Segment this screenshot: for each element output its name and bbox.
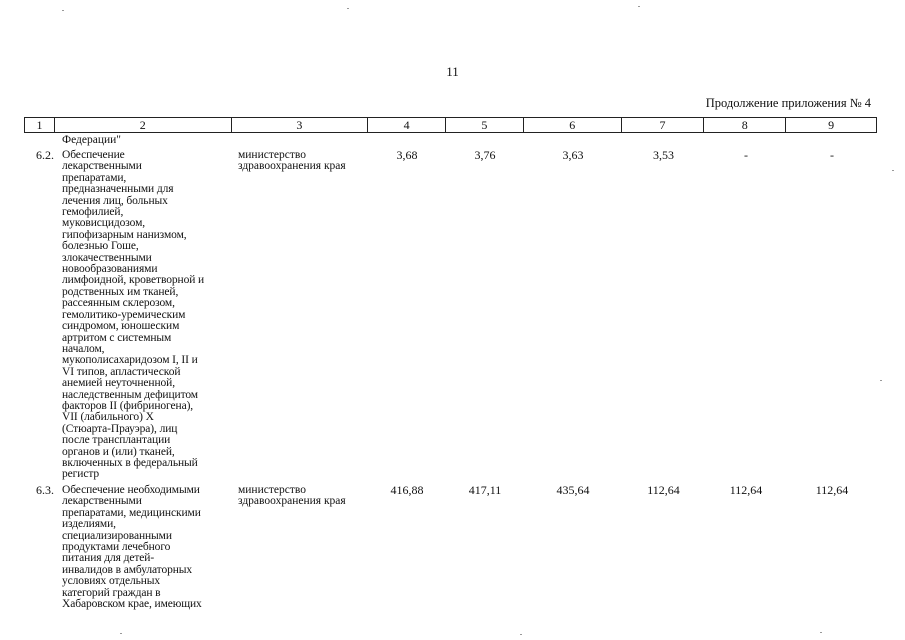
text-line: министерство — [238, 484, 306, 496]
text-line: (Стюарта-Прауэра), лиц — [62, 422, 178, 435]
text-line: Обеспечение — [62, 149, 125, 161]
text-line: здравоохранения края — [238, 495, 346, 508]
text-line: препаратами, медицинскими — [62, 506, 201, 519]
text-line: регистр — [62, 468, 100, 481]
column-header-1: 1 — [25, 118, 55, 132]
text-line: родственных им тканей, — [62, 285, 179, 298]
row-description — [62, 150, 225, 481]
column-header-4: 4 — [368, 118, 446, 132]
text-line: органов и (или) тканей, — [62, 445, 175, 458]
value-col-8: - — [744, 148, 748, 162]
text-line: после трансплантации — [62, 434, 171, 447]
column-header-6: 6 — [524, 118, 622, 132]
column-header-5: 5 — [446, 118, 524, 132]
value-col-4: 416,88 — [390, 483, 424, 497]
text-line: лечения лиц, больных — [62, 194, 168, 207]
row-executor — [238, 485, 364, 508]
scan-artifact — [120, 633, 122, 634]
text-line: гемолитико-уремическим — [62, 308, 186, 321]
text-line: питания для детей- — [62, 552, 155, 565]
text-line: здравоохранения края — [238, 160, 346, 173]
text-line: лимфоидной, кроветворной и — [62, 274, 205, 287]
text-line: лекарственными — [62, 160, 142, 173]
column-header-8: 8 — [704, 118, 786, 132]
value-col-4: 3,68 — [396, 148, 418, 162]
value-col-7: 112,64 — [647, 483, 680, 497]
column-header-9: 9 — [828, 118, 835, 132]
value-col-9: - — [830, 148, 834, 162]
text-line: лекарственными — [62, 495, 142, 508]
text-line: VII (лабильного) X — [62, 411, 154, 424]
value-col-6: 435,64 — [556, 483, 590, 497]
row-number: 6.3. — [36, 483, 54, 497]
value-col-9: 112,64 — [815, 483, 849, 497]
column-header-3: 3 — [232, 118, 369, 132]
scan-artifact — [62, 10, 64, 11]
text-line: категорий граждан в — [62, 586, 161, 599]
table-header-row — [24, 117, 877, 133]
value-col-5: 3,76 — [474, 148, 496, 162]
column-header-2: 2 — [55, 118, 232, 132]
scan-artifact — [638, 6, 640, 7]
value-col-5: 417,11 — [468, 483, 502, 497]
column-header-7: 7 — [622, 118, 705, 132]
scan-artifact — [347, 8, 349, 9]
scan-artifact — [820, 632, 822, 633]
value-col-8: 112,64 — [729, 483, 763, 497]
text-line: инвалидов в амбулаторных — [62, 563, 193, 576]
text-line: мукополисахаридозом I, II и — [62, 354, 198, 367]
value-col-6: 3,63 — [562, 148, 584, 162]
text-line: министерство — [238, 149, 306, 161]
text-line: началом, — [62, 342, 105, 355]
text-line: злокачественными — [62, 251, 152, 264]
text-line: предназначенными для — [62, 183, 174, 196]
text-line: болезнью Гоше, — [62, 240, 139, 253]
row-description — [62, 485, 225, 610]
scan-artifact — [880, 380, 882, 381]
text-line: продуктами лечебного — [62, 541, 171, 554]
text-line: муковисцидозом, — [62, 217, 146, 230]
text-line: наследственным дефицитом — [62, 388, 198, 401]
text-line: артритом с системным — [62, 331, 172, 344]
row-number: 6.2. — [36, 148, 54, 162]
text-line: специализированными — [62, 529, 172, 542]
text-line: условиях отдельных — [62, 575, 161, 588]
text-line: гипофизарным нанизмом, — [62, 228, 187, 241]
text-line: VI типов, апластической — [62, 365, 181, 378]
text-line: факторов II (фибриногена), — [62, 399, 194, 412]
text-line: Обеспечение необходимыми — [62, 484, 200, 496]
row-executor — [238, 150, 364, 173]
scan-artifact — [520, 634, 522, 635]
text-line: препаратами, — [62, 171, 127, 184]
text-line: Хабаровском крае, имеющих — [62, 598, 202, 611]
text-line: включенных в федеральный — [62, 456, 198, 469]
continuation-label: Продолжение приложения № 4 — [705, 96, 871, 110]
text-line: новообразованиями — [62, 263, 158, 276]
text-line: анемией неуточненной, — [62, 377, 176, 390]
text-line: гемофилией, — [62, 206, 124, 219]
text-line: рассеянным склерозом, — [62, 297, 175, 310]
scan-artifact — [892, 170, 894, 171]
text-line: изделиями, — [62, 518, 116, 531]
carryover-text: Федерации" — [62, 134, 122, 146]
text-line: синдромом, юношеским — [62, 320, 180, 333]
page-number: 11 — [446, 64, 459, 79]
value-col-7: 3,53 — [653, 148, 674, 162]
